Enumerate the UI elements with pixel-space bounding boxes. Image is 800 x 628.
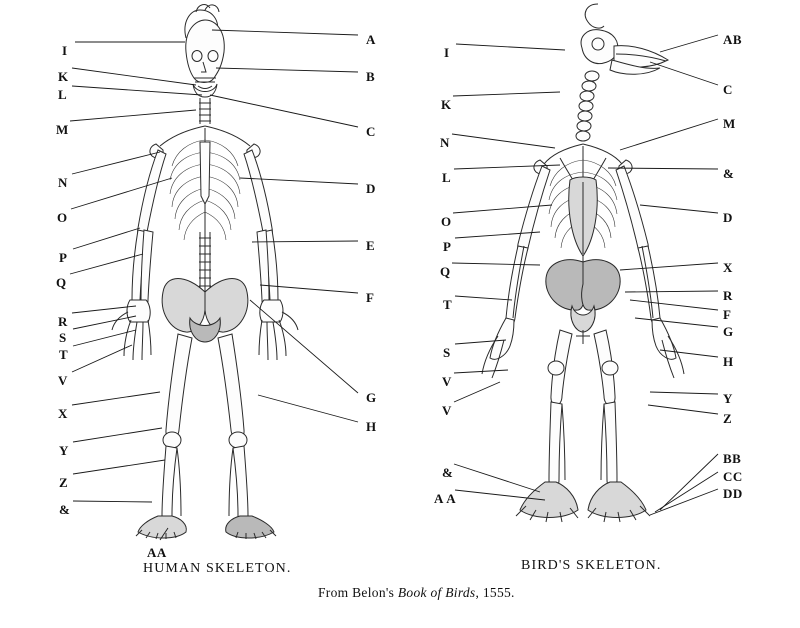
leader-line-bird_left-7	[455, 296, 512, 300]
leader-line-bird_right-1	[650, 62, 718, 85]
leader-line-human_left-9	[73, 316, 136, 329]
human-label-m: M	[56, 122, 69, 137]
leader-line-human_left-4	[72, 152, 160, 174]
leader-line-bird_right-12	[660, 454, 718, 510]
human-label-a: A	[366, 32, 376, 47]
leader-line-human_left-14	[73, 460, 165, 474]
caption-bird-skeleton: BIRD'S SKELETON.	[521, 558, 662, 573]
leader-line-bird_left-10	[454, 382, 500, 402]
bird-label-k: K	[441, 97, 452, 112]
human-label-p: P	[59, 250, 68, 265]
leader-line-human_left-15	[73, 501, 152, 502]
human-label-t: T	[59, 347, 69, 362]
human-label-g: G	[366, 390, 377, 405]
human-skeleton-drawing	[112, 5, 298, 539]
bird-label-o: O	[441, 214, 452, 229]
leader-line-bird_right-11	[648, 405, 718, 414]
caption-human-skeleton: HUMAN SKELETON.	[143, 561, 292, 576]
leader-line-human_left-6	[73, 228, 140, 249]
bird-label-z: Z	[723, 411, 733, 426]
bird-label-c: C	[723, 82, 733, 97]
human-label-e: E	[366, 238, 376, 253]
bird-label-d: D	[723, 210, 733, 225]
bird-label-n: N	[440, 135, 450, 150]
leader-line-bird_right-5	[620, 263, 718, 270]
leader-line-human_right-2	[210, 95, 358, 127]
bird-label-l: L	[442, 170, 452, 185]
human-label-aa: AA	[147, 545, 167, 560]
leader-line-bird_left-6	[452, 263, 540, 265]
human-label-r: R	[58, 314, 68, 329]
leader-line-bird_left-1	[453, 92, 560, 96]
bird-label-dd: DD	[723, 486, 743, 501]
leader-line-human_left-1	[72, 68, 196, 85]
human-label-h: H	[366, 419, 377, 434]
human-label-k: K	[58, 69, 69, 84]
leader-line-human_right-0	[212, 30, 358, 35]
human-label-v: V	[58, 373, 68, 388]
leader-line-bird_right-8	[635, 318, 718, 327]
leader-line-human_left-3	[70, 110, 196, 121]
bird-label-bb: BB	[723, 451, 742, 466]
leader-line-bird_left-2	[452, 134, 555, 148]
leader-line-bird_left-11	[454, 464, 540, 492]
bird-label-m: M	[723, 116, 736, 131]
human-label-d: D	[366, 181, 376, 196]
human-label-i: I	[62, 43, 68, 58]
human-label-z: Z	[59, 475, 69, 490]
human-label-f: F	[366, 290, 375, 305]
human-label-q: Q	[56, 275, 67, 290]
leader-line-human_left-13	[73, 428, 162, 442]
leader-line-human_left-10	[73, 330, 136, 346]
human-label-y: Y	[59, 443, 69, 458]
leader-line-bird_right-0	[660, 35, 718, 52]
bird-label-t: T	[443, 297, 453, 312]
bird-label-i: I	[444, 45, 450, 60]
human-label-s: S	[59, 330, 67, 345]
leader-line-human_left-8	[72, 306, 136, 313]
figure-source-line	[318, 585, 515, 601]
human-label--: &	[59, 502, 71, 517]
source-title: Book of Birds	[397, 585, 476, 600]
leader-line-human_left-7	[70, 254, 143, 274]
leader-line-bird_right-6	[625, 291, 718, 292]
leader-line-bird_right-10	[650, 392, 718, 394]
human-label-o: O	[57, 210, 68, 225]
leader-line-bird_left-9	[454, 370, 508, 373]
bird-label-r1: &	[723, 166, 735, 181]
human-label-l: L	[58, 87, 68, 102]
bird-label-cc: CC	[723, 469, 743, 484]
leader-line-human_left-12	[72, 392, 160, 405]
bird-label-h: H	[723, 354, 734, 369]
bird-label-p: P	[443, 239, 452, 254]
leader-line-human_left-5	[71, 178, 172, 209]
leader-line-human_left-11	[72, 345, 132, 372]
leader-line-human_right-7	[258, 395, 358, 422]
bird-label-aa: A A	[434, 491, 457, 506]
leader-line-bird_right-7	[630, 300, 718, 310]
leader-line-bird_left-0	[456, 44, 565, 50]
human-label-x: X	[58, 406, 68, 421]
bird-skeleton-drawing	[482, 4, 684, 522]
bird-label-g: G	[723, 324, 734, 339]
human-label-b: B	[366, 69, 376, 84]
bird-label-f: F	[723, 307, 732, 322]
bird-label-s: S	[443, 345, 451, 360]
leader-line-human_right-6	[250, 300, 358, 393]
human-label-c: C	[366, 124, 376, 139]
bird-label-q: Q	[440, 264, 451, 279]
leader-line-bird_right-13	[655, 472, 718, 512]
bird-label-ab: AB	[723, 32, 743, 47]
leader-line-bird_right-4	[640, 205, 718, 213]
leader-line-bird_right-2	[620, 119, 718, 150]
human-label-n: N	[58, 175, 68, 190]
leader-line-bird_right-14	[650, 489, 718, 515]
bird-label-y: Y	[723, 391, 733, 406]
bird-label-r: R	[723, 288, 733, 303]
bird-label--: &	[442, 465, 454, 480]
bird-label-v2: V	[442, 403, 452, 418]
source-prefix: From Belon's	[318, 585, 398, 600]
bird-label-v: V	[442, 374, 452, 389]
bird-label-x: X	[723, 260, 733, 275]
source-suffix: , 1555.	[475, 585, 515, 600]
leader-line-human_right-1	[216, 68, 358, 72]
leader-line-human_left-2	[72, 86, 202, 95]
